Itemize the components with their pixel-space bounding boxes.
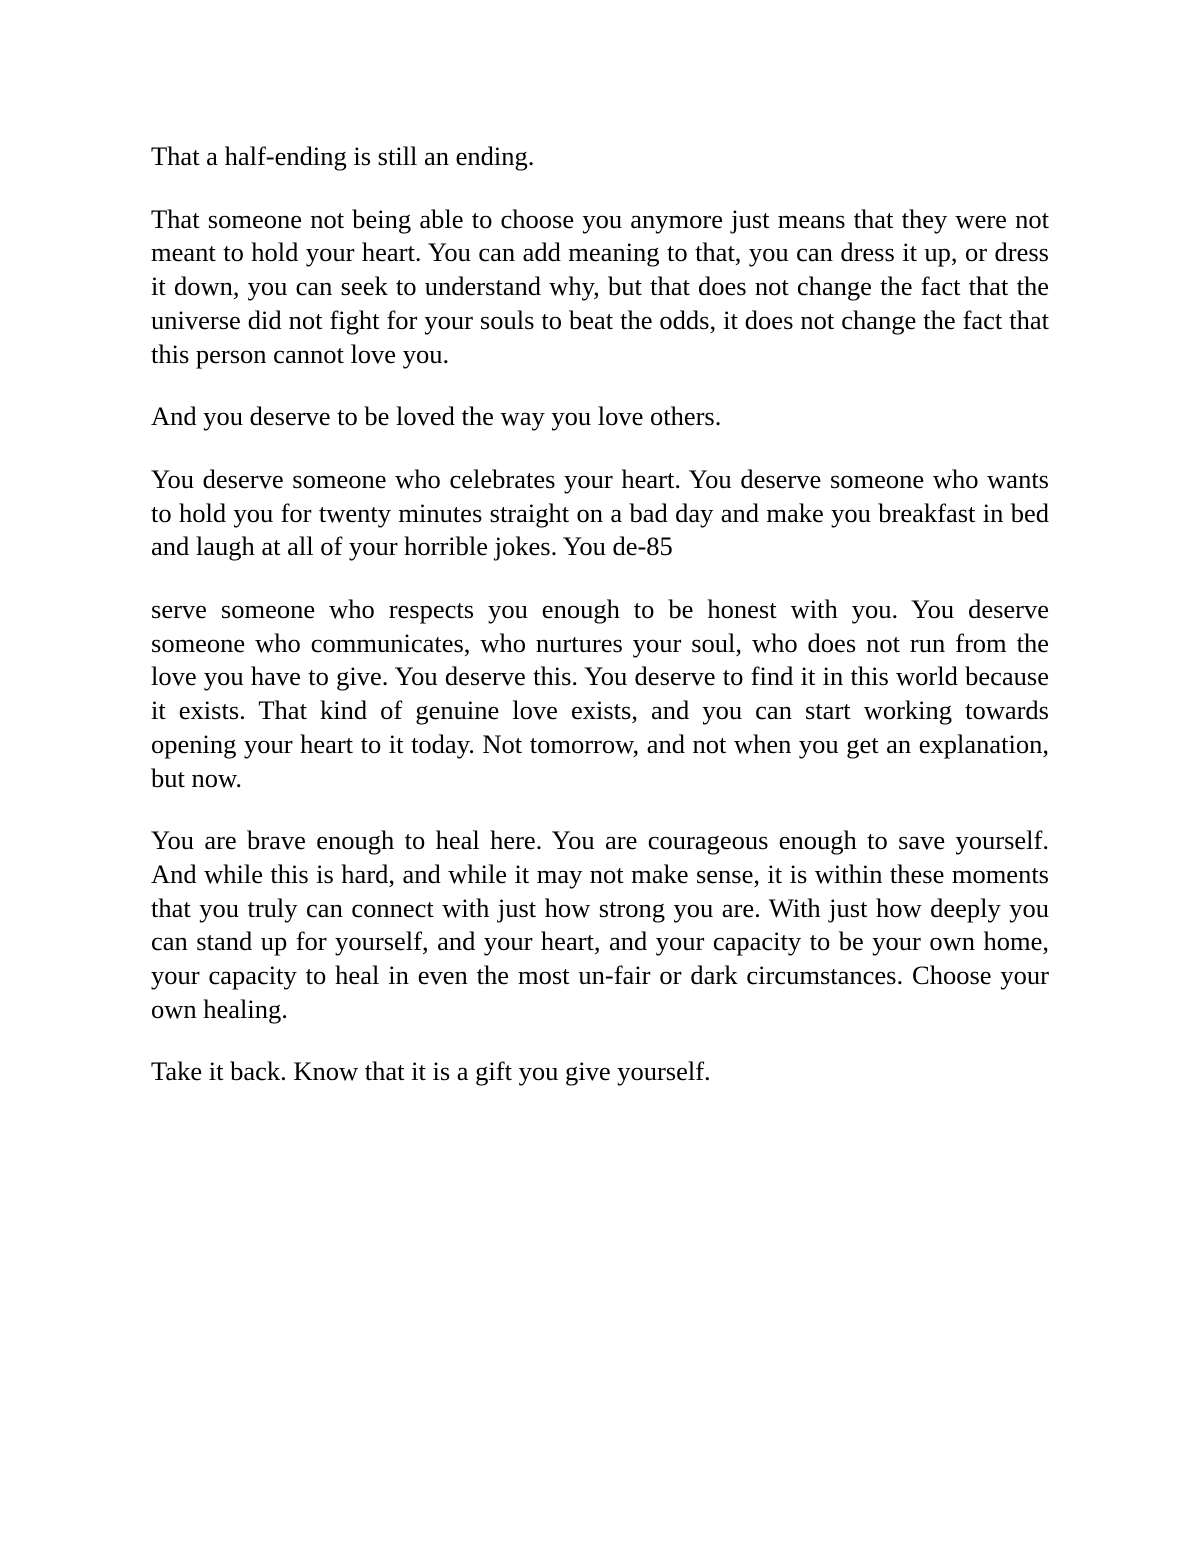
paragraph: You deserve someone who celebrates your heart. You deserve someone who wants to hold you for twenty minutes straight on a bad day and make you breakfast in bed and laugh at all of your horrible jokes. You de-85 <box>151 463 1049 562</box>
paragraph: You are brave enough to heal here. You are courageous enough to save yourself. And while this is hard, and while it may not make sense, it is within these moments that you truly can connect with just how strong you are. With just how deeply you can stand up for yourself, and your heart, and your capacity to be your own home, your capacity to heal in even the most un-fair or dark circumstances. Choose your own healing. <box>151 825 1049 1024</box>
paragraph: And you deserve to be loved the way you love others. <box>151 401 722 432</box>
paragraph: That a half-ending is still an ending. <box>151 141 535 171</box>
paragraph: Take it back. Know that it is a gift you give yourself. <box>151 1056 711 1087</box>
paragraph: serve someone who respects you enough to be honest with you. You deserve someone who communicates, who nurtures your soul, who does not run from the love you have to give. You deserve this. You deserve to find it in this world because it exists. That kind of genuine love exists, and you can start working towards opening your heart to it today. Not tomorrow, and not when you get an explanation, but now. <box>151 594 1049 793</box>
paragraph: That someone not being able to choose you anymore just means that they were not meant to hold your heart. You can add meaning to that, you can dress it up, or dress it down, you can seek to understand why, but that does not change the fact that the universe did not fight for your souls to beat the odds, it does not change the fact that this person cannot love you. <box>151 203 1049 369</box>
document-body <box>151 140 1049 1118</box>
